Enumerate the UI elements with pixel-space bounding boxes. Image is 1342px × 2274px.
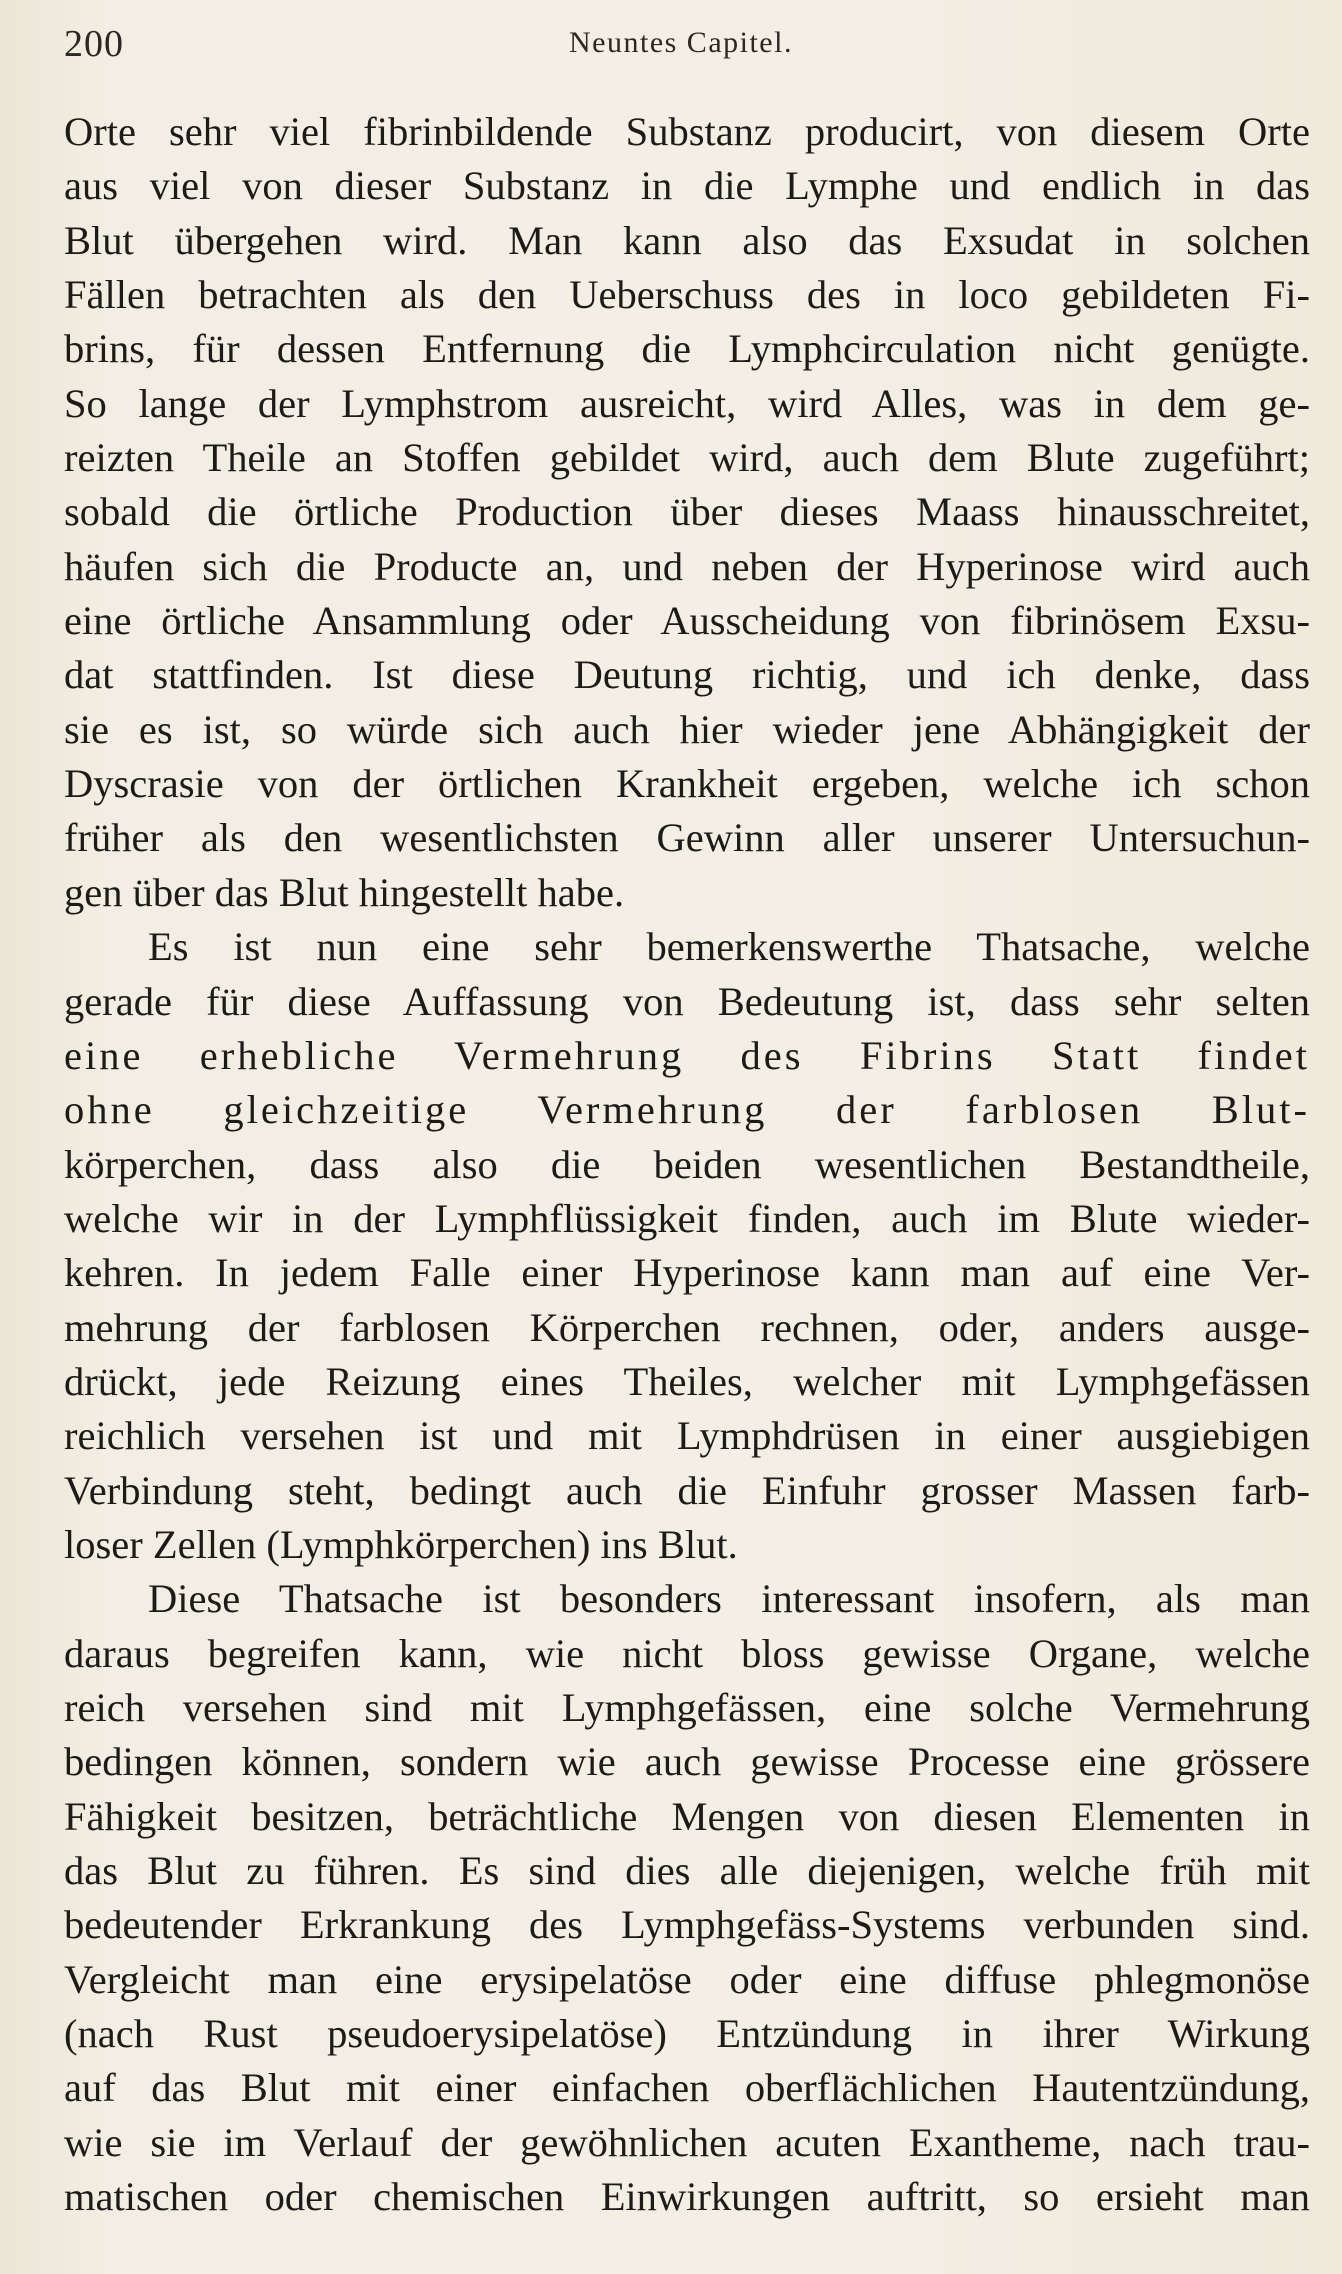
text-line: Fällen betrachten als den Ueberschuss des in loco gebildeten Fi- xyxy=(64,272,1310,318)
text-line: Blut übergehen wird. Man kann also das Exsudat in solchen xyxy=(64,217,1310,263)
text-line: bedeutender Erkrankung des Lymphgefäss-Systems verbunden sind. xyxy=(64,1902,1310,1948)
body-text xyxy=(64,105,1310,2224)
text-line: aus viel von dieser Substanz in die Lymphe und endlich in das xyxy=(64,163,1310,209)
text-line: Es ist nun eine sehr bemerkenswerthe Thatsache, welche xyxy=(148,924,1310,970)
text-line: früher als den wesentlichsten Gewinn aller unserer Untersuchun- xyxy=(64,815,1310,861)
text-line: sobald die örtliche Production über dieses Maass hinausschreitet, xyxy=(64,489,1310,535)
text-line: reizten Theile an Stoffen gebildet wird, auch dem Blute zugeführt; xyxy=(64,435,1310,481)
text-line: gen über das Blut hingestellt habe. xyxy=(64,869,625,915)
text-line: reichlich versehen ist und mit Lymphdrüsen in einer ausgiebigen xyxy=(64,1413,1310,1459)
text-line: Verbindung steht, bedingt auch die Einfuhr grosser Massen farb- xyxy=(64,1467,1310,1513)
text-line: Vergleicht man eine erysipelatöse oder eine diffuse phlegmonöse xyxy=(64,1956,1310,2002)
text-line: körperchen, dass also die beiden wesentlichen Bestandtheile, xyxy=(64,1141,1310,1187)
text-line: sie es ist, so würde sich auch hier wieder jene Abhängigkeit der xyxy=(64,706,1310,752)
running-head: Neuntes Capitel. xyxy=(569,26,793,59)
text-line: mehrung der farblosen Körperchen rechnen, oder, anders ausge- xyxy=(64,1304,1310,1350)
text-line: ohne gleichzeitige Vermehrung der farblosen Blut- xyxy=(64,1087,1310,1133)
text-line: reich versehen sind mit Lymphgefässen, eine solche Vermehrung xyxy=(64,1684,1310,1730)
text-line: welche wir in der Lymphflüssigkeit finden, auch im Blute wieder- xyxy=(64,1195,1310,1241)
text-line: eine örtliche Ansammlung oder Ausscheidung von fibrinösem Exsu- xyxy=(64,598,1310,644)
text-line: auf das Blut mit einer einfachen oberflächlichen Hautentzündung, xyxy=(64,2065,1310,2111)
text-line: (nach Rust pseudoerysipelatöse) Entzündung in ihrer Wirkung xyxy=(64,2011,1310,2057)
text-line: Diese Thatsache ist besonders interessant insofern, als man xyxy=(148,1576,1310,1622)
text-line: kehren. In jedem Falle einer Hyperinose kann man auf eine Ver- xyxy=(64,1250,1310,1296)
text-line: eine erhebliche Vermehrung des Fibrins Statt findet xyxy=(64,1032,1310,1078)
page-header xyxy=(64,14,1304,74)
text-line: matischen oder chemischen Einwirkungen auftritt, so ersieht man xyxy=(64,2174,1310,2220)
text-line: Fähigkeit besitzen, beträchtliche Mengen von diesen Elementen in xyxy=(64,1793,1310,1839)
text-line: gerade für diese Auffassung von Bedeutung ist, dass sehr selten xyxy=(64,978,1310,1024)
text-line: brins, für dessen Entfernung die Lymphcirculation nicht genügte. xyxy=(64,326,1310,372)
text-line: drückt, jede Reizung eines Theiles, welcher mit Lymphgefässen xyxy=(64,1358,1310,1404)
text-line: bedingen können, sondern wie auch gewisse Processe eine grössere xyxy=(64,1739,1310,1785)
text-line: Dyscrasie von der örtlichen Krankheit ergeben, welche ich schon xyxy=(64,761,1310,807)
text-line: wie sie im Verlauf der gewöhnlichen acuten Exantheme, nach trau- xyxy=(64,2119,1310,2165)
text-line: das Blut zu führen. Es sind dies alle diejenigen, welche früh mit xyxy=(64,1848,1310,1893)
text-line: loser Zellen (Lymphkörperchen) ins Blut. xyxy=(64,1521,738,1567)
text-line: So lange der Lymphstrom ausreicht, wird Alles, was in dem ge- xyxy=(64,380,1310,426)
page-number: 200 xyxy=(64,23,124,65)
text-line: daraus begreifen kann, wie nicht bloss gewisse Organe, welche xyxy=(64,1630,1310,1676)
text-line: dat stattfinden. Ist diese Deutung richtig, und ich denke, dass xyxy=(64,652,1310,698)
text-line: Orte sehr viel fibrinbildende Substanz producirt, von diesem Orte xyxy=(64,109,1310,154)
text-line: häufen sich die Producte an, und neben der Hyperinose wird auch xyxy=(64,543,1310,589)
